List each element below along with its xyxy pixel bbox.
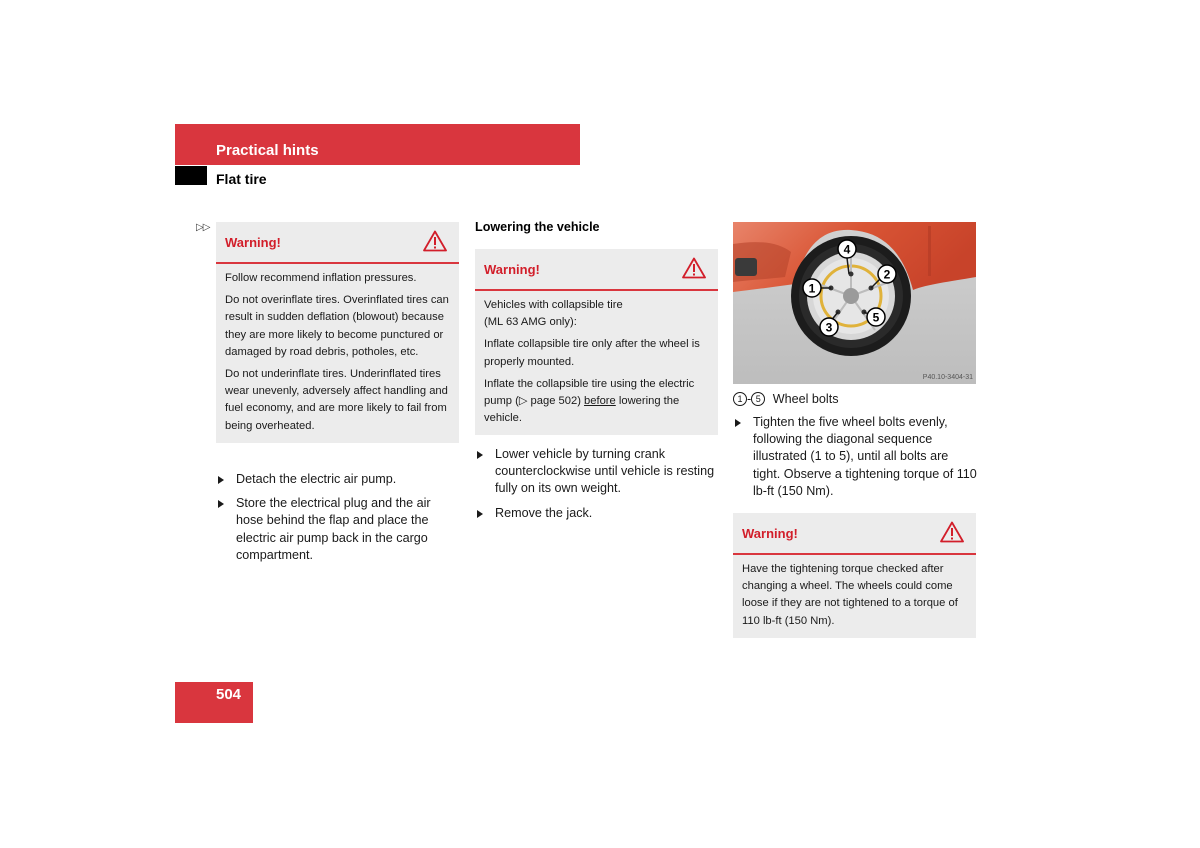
page-subtitle: Flat tire (216, 171, 267, 187)
warning-paragraph: Vehicles with collapsible tire (ML 63 AMG only): (484, 299, 623, 329)
bullet-arrow-icon (477, 451, 483, 459)
legend-dash: - (747, 392, 752, 406)
page-number: 504 (216, 686, 242, 703)
warning-body (475, 291, 718, 435)
instruction-item: Store the electrical plug and the air hose behind the flap and place the electric air pump back in the cargo compartment. (216, 495, 456, 564)
bullet-arrow-icon (477, 510, 483, 518)
warning-header (475, 249, 718, 291)
wheel-bolt-figure (733, 222, 976, 384)
warning-header (216, 222, 459, 264)
instruction-list (475, 446, 720, 529)
warning-triangle-icon (940, 521, 964, 543)
wheel-illustration (733, 222, 976, 384)
instruction-item: Remove the jack. (475, 505, 720, 522)
bolt-label: 2 (883, 267, 891, 282)
legend-number-start: 1 (733, 392, 747, 406)
continued-mark: ▷▷ (196, 222, 210, 233)
instruction-item: Tighten the five wheel bolts evenly, following the diagonal sequence illustrated (1 to 5), until all bolts are tight. Observe a tightening torque of 110 lb-ft (150 Nm). (733, 414, 978, 500)
legend-text: Wheel bolts (772, 392, 839, 406)
warning-header (733, 513, 976, 555)
instruction-item: Lower vehicle by turning crank counterclockwise until vehicle is resting fully on its own weight. (475, 446, 720, 498)
warning-paragraph: Have the tightening torque checked after changing a wheel. The wheels could come loose if they are not tightened to a torque of 110 lb-ft (150 Nm). (742, 563, 958, 627)
warning-label: Warning! (225, 235, 281, 250)
warning-box-torque (733, 513, 976, 638)
legend-number-end: 5 (751, 392, 765, 406)
instruction-item: Detach the electric air pump. (216, 471, 456, 488)
warning-box-collapsible-tire (475, 249, 718, 435)
bullet-arrow-icon (218, 500, 224, 508)
page-number-box (175, 682, 253, 723)
header-tab-marker (175, 166, 207, 185)
warning-body (733, 555, 976, 638)
warning-paragraph: Do not underinflate tires. Underinflated tires wear unevenly, adversely affect handling and fuel economy, and are more likely to fail from being overheated. (225, 368, 448, 432)
warning-paragraph: Inflate the collapsible tire using the electric pump (▷ page 502) before lowering the vehicle. (484, 377, 695, 425)
warning-paragraph: Follow recommend inflation pressures. (225, 272, 417, 284)
instruction-list (733, 414, 978, 507)
warning-triangle-icon (423, 230, 447, 252)
warning-label: Warning! (484, 262, 540, 277)
warning-paragraph: Do not overinflate tires. Overinflated tires can result in sudden deflation (blowout) because they are more likely to become punctured or damaged by road debris, potholes, etc. (225, 294, 449, 358)
warning-triangle-icon (682, 257, 706, 279)
warning-body (216, 264, 459, 443)
section-title: Practical hints (216, 142, 319, 159)
bolt-label: 5 (872, 310, 880, 325)
bullet-arrow-icon (735, 419, 741, 427)
warning-box-inflation (216, 222, 459, 443)
bolt-label: 3 (825, 320, 833, 335)
figure-code: P40.10-3404-31 (922, 374, 973, 381)
emphasis-before: before (584, 395, 616, 408)
figure-legend (733, 392, 839, 406)
warning-label: Warning! (742, 526, 798, 541)
bolt-label: 1 (808, 281, 816, 296)
section-heading: Lowering the vehicle (475, 220, 600, 234)
warning-paragraph: Inflate collapsible tire only after the wheel is properly mounted. (484, 338, 700, 368)
instruction-list (216, 471, 456, 571)
bullet-arrow-icon (218, 476, 224, 484)
bolt-label: 4 (843, 242, 851, 257)
